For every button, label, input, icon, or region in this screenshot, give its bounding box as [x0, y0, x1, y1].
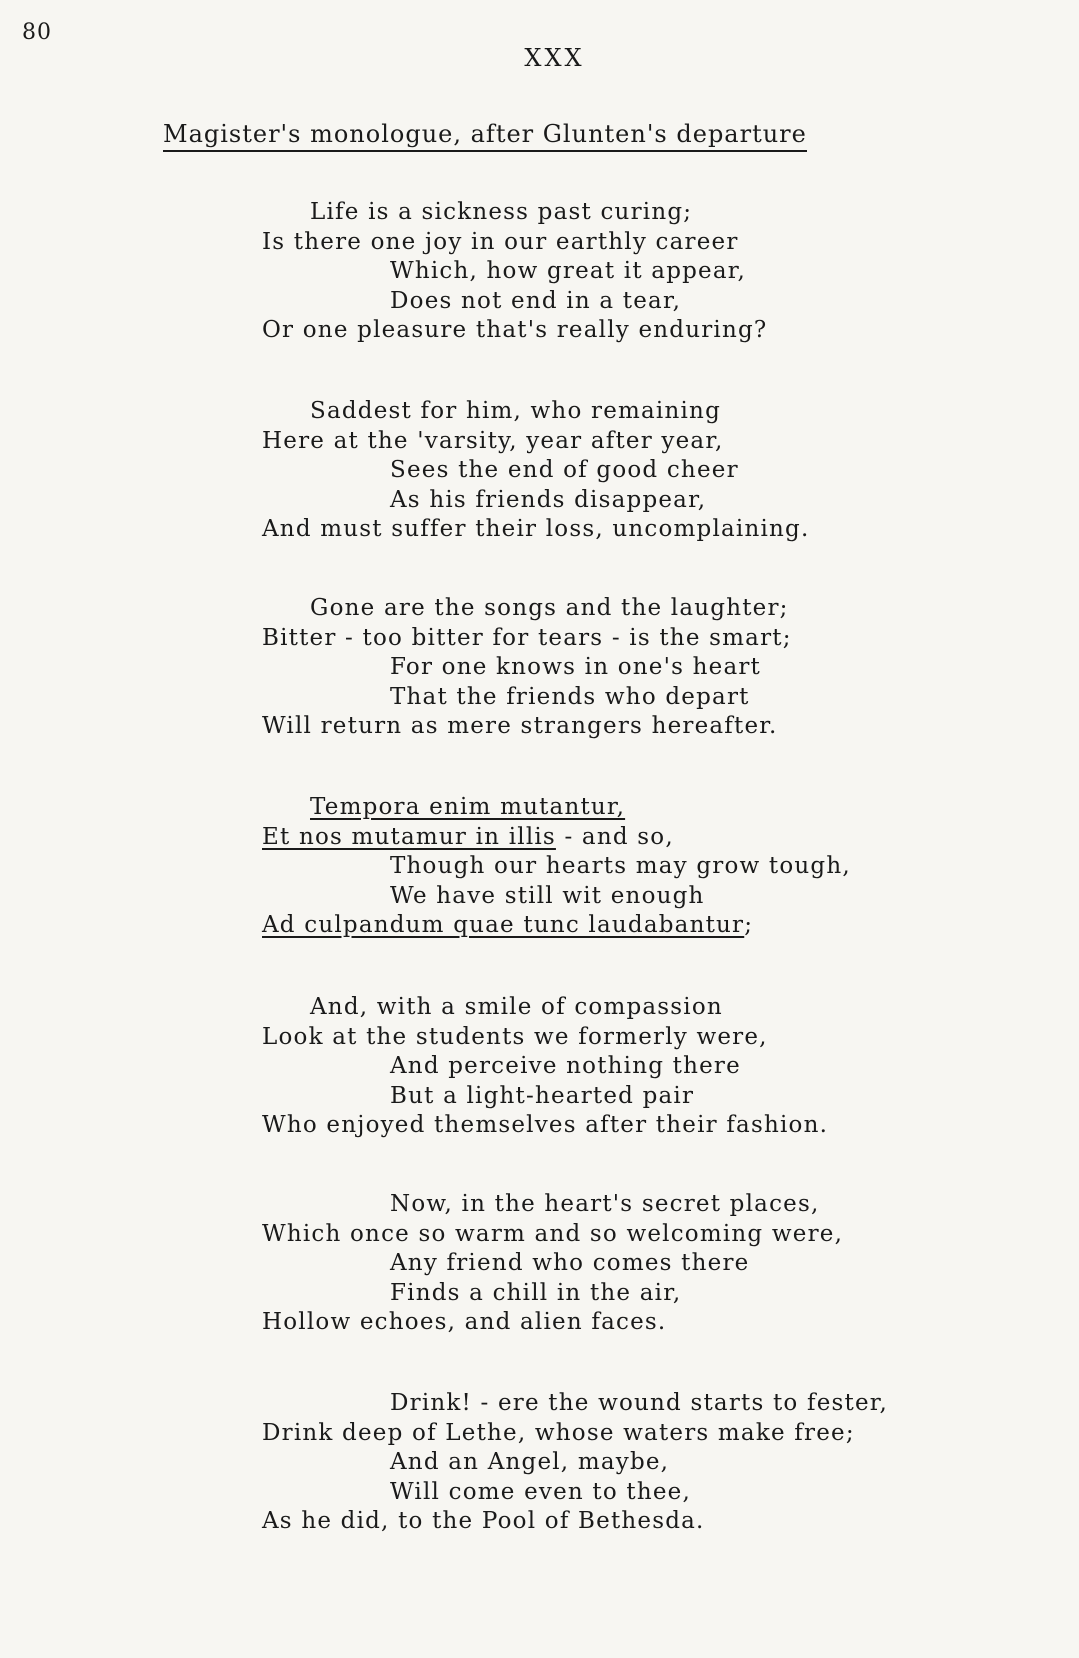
stanza-6	[262, 1190, 1042, 1338]
verse-line	[262, 793, 1042, 823]
verse-line: Life is a sickness past curing;	[310, 199, 693, 225]
verse-line: And must suffer their loss, uncomplaining.	[262, 516, 810, 542]
verse-line: And, with a smile of compassion	[310, 994, 723, 1020]
page-number: 80	[22, 20, 52, 45]
latin-phrase: Ad culpandum quae tunc laudabantur	[262, 912, 745, 938]
verse-line: Now, in the heart's secret places,	[390, 1191, 820, 1217]
verse-line: Finds a chill in the air,	[390, 1279, 682, 1306]
verse-line: Here at the 'varsity, year after year,	[262, 427, 724, 454]
verse-line: Will come even to thee,	[390, 1478, 692, 1505]
verse-line: Gone are the songs and the laughter;	[310, 595, 789, 621]
verse-line: As he did, to the Pool of Bethesda.	[262, 1508, 705, 1534]
verse-line: Hollow echoes, and alien faces.	[262, 1309, 667, 1335]
verse-line: That the friends who depart	[390, 683, 750, 710]
stanza-7	[262, 1389, 1042, 1537]
page-title: Magister's monologue, after Glunten's departure	[163, 120, 807, 152]
verse-text: - and so,	[555, 823, 674, 850]
chapter-numeral: XXX	[524, 44, 585, 72]
verse-line: Does not end in a tear,	[390, 287, 682, 314]
verse-line: Though our hearts may grow tough,	[390, 853, 851, 879]
latin-phrase: Et nos mutamur in illis	[262, 823, 556, 850]
verse-line: Or one pleasure that's really enduring?	[262, 317, 768, 343]
verse-line: Which once so warm and so welcoming were,	[262, 1220, 844, 1247]
verse-line: Is there one joy in our earthly career	[262, 228, 739, 255]
verse-line: Saddest for him, who remaining	[310, 398, 721, 424]
stanza-5	[262, 993, 1042, 1141]
verse-line: And an Angel, maybe,	[390, 1449, 670, 1475]
stanza-4	[262, 793, 1042, 941]
verse-line: Will return as mere strangers hereafter.	[262, 713, 778, 739]
verse-line	[262, 823, 1042, 853]
latin-phrase: Tempora enim mutantur,	[310, 794, 626, 820]
verse-line: Bitter - too bitter for tears - is the smart;	[262, 624, 792, 651]
stanza-2	[262, 397, 1042, 545]
stanza-1	[262, 198, 1042, 346]
verse-line: Which, how great it appear,	[390, 258, 746, 284]
verse-line: And perceive nothing there	[390, 1053, 741, 1079]
verse-line: We have still wit enough	[390, 882, 705, 909]
verse-line	[262, 911, 1042, 941]
verse-line: For one knows in one's heart	[390, 654, 761, 680]
verse-line: But a light-hearted pair	[390, 1082, 695, 1109]
verse-line: Sees the end of good cheer	[390, 457, 739, 483]
verse-line: Who enjoyed themselves after their fashion.	[262, 1112, 829, 1138]
verse-line: Drink! - ere the wound starts to fester,	[390, 1390, 888, 1416]
verse-line: Look at the students we formerly were,	[262, 1023, 768, 1050]
verse-line: Any friend who comes there	[390, 1250, 750, 1276]
verse-text: ;	[744, 912, 754, 938]
verse-line: As his friends disappear,	[390, 486, 707, 513]
verse-line: Drink deep of Lethe, whose waters make free;	[262, 1419, 855, 1446]
stanza-3	[262, 594, 1042, 742]
